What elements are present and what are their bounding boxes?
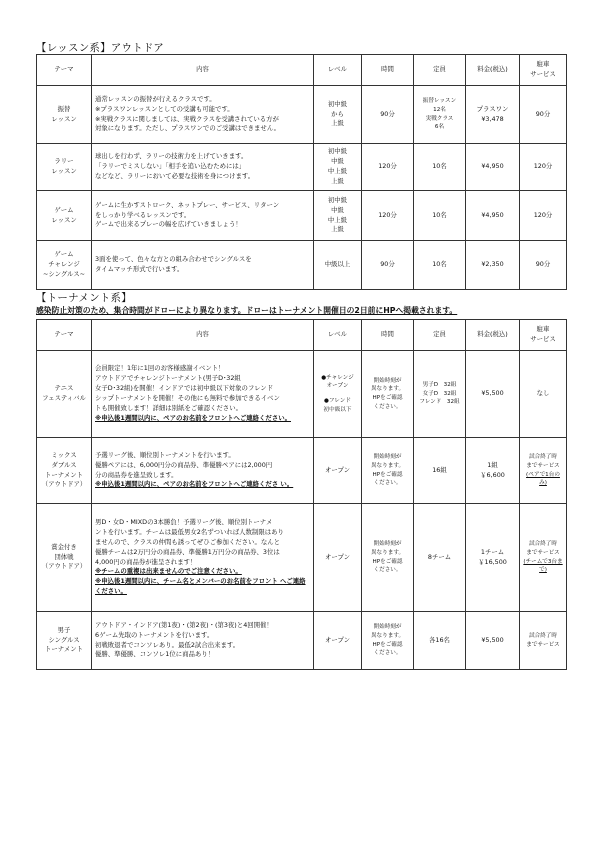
content-line: 球出しを行わず、ラリーの技術力を上げていきます。: [95, 152, 248, 161]
price-cell: [466, 86, 520, 144]
tournament-notice: 感染防止対策のため、集合時間がドローにより異なります。ドローはトーナメント開催日の2日前にHPへ掲載されます。: [36, 306, 458, 315]
parking-line: (チームで3台ま: [523, 558, 563, 565]
capacity-cell: 10名: [414, 241, 466, 290]
parking-cell: 90分: [520, 241, 567, 290]
theme-line: テニス: [54, 384, 74, 393]
tournament-header-row: [37, 320, 567, 351]
theme-line: レッスン: [51, 114, 77, 123]
price-line: ￥6,600: [480, 470, 505, 479]
content-line: 優勝、準優勝、コンソレ1位に商品あり！: [95, 650, 215, 659]
theme-line: 男子: [57, 625, 71, 634]
price-line: 1組: [487, 460, 498, 469]
capacity-line: 女子D 32組: [422, 390, 457, 397]
table-row: [37, 504, 567, 612]
content-line: ゲームに生かすストローク、ネットプレー、サービス、リターン: [95, 200, 280, 209]
content-cell: [92, 351, 314, 438]
table-row: [37, 612, 567, 670]
theme-line: トーナメント: [44, 645, 84, 654]
content-line: ントを行います。チームは最低男女2名ずついれば人数制限はあり: [95, 527, 284, 536]
header-content: 内容: [92, 320, 314, 351]
time-line: 異なります。: [370, 462, 405, 469]
content-line: をしっかり学べるレッスンです。: [95, 210, 191, 219]
theme-line: 賞金付き: [51, 542, 77, 551]
theme-line: レッスン: [51, 215, 77, 224]
content-line: 4,000円の商品券が進呈されます！: [95, 557, 197, 566]
price-line: プラスワン: [476, 104, 509, 113]
header-price: 料金(税込): [466, 55, 520, 86]
level-cell: 中級以上: [314, 241, 362, 290]
time-cell: 120分: [362, 144, 414, 191]
content-line: などなど、ラリーにおいて必要な技術を身につけます。: [95, 171, 255, 180]
time-line: 異なります。: [370, 386, 405, 393]
theme-line: ミックス: [51, 450, 77, 459]
price-cell: ¥5,500: [466, 612, 520, 670]
content-cell: [92, 504, 314, 612]
header-level: レベル: [314, 55, 362, 86]
content-line: 予選リーグ後、順位別トーナメントを行います。: [95, 450, 235, 459]
content-notice: ※申込後1週間以内に、ペアのお名前をフロントへご連絡ください。: [95, 413, 291, 422]
parking-line: 試合終了時: [529, 632, 557, 639]
level-line: 初中級: [327, 99, 348, 108]
theme-cell: [37, 241, 92, 290]
parking-cell: [520, 612, 567, 670]
level-line: ●チャレンジ: [321, 374, 354, 381]
time-line: HPをご確認: [372, 471, 403, 478]
content-cell: [92, 438, 314, 504]
theme-line: チャレンジ: [48, 260, 80, 269]
time-line: 異なります。: [370, 549, 405, 556]
table-row: [37, 438, 567, 504]
content-line: 「ラリーでミスしない」「相手を追い込むためには」: [95, 162, 246, 171]
theme-cell: [37, 144, 92, 191]
level-line: 中上級: [327, 167, 348, 175]
parking-line: までサービス: [526, 641, 560, 648]
capacity-cell: 10名: [414, 191, 466, 241]
time-line: 開始時刻が: [373, 377, 402, 384]
table-row: [37, 86, 567, 144]
time-cell: 90分: [362, 86, 414, 144]
capacity-line: 振替レッスン: [422, 98, 457, 105]
header-parking: 駐車 サービス: [520, 320, 567, 351]
level-line: 初中級: [327, 195, 348, 204]
content-line: 男D・女D・MIXDの3本勝負！予選リーグ後、順位別トーナメ: [95, 517, 273, 526]
parking-cell: [520, 438, 567, 504]
capacity-line: 実戦クラス: [425, 115, 454, 122]
parking-line: 試合終了時: [529, 541, 557, 548]
level-cell: オープン: [314, 504, 362, 612]
time-line: ください。: [373, 480, 402, 487]
table-row: [37, 144, 567, 191]
capacity-cell: [414, 86, 466, 144]
capacity-cell: [414, 351, 466, 438]
content-line: アウトドア・インドア(第1夜)・(第2夜)・(第3夜)と4回開催！: [95, 620, 273, 629]
capacity-line: 12名: [433, 106, 446, 113]
header-parking: 駐車 サービス: [520, 55, 567, 86]
header-capacity: 定員: [414, 55, 466, 86]
capacity-line: 男子D 32組: [422, 382, 457, 389]
level-line: 初中級以下: [323, 406, 352, 413]
time-line: 開始時刻が: [373, 454, 402, 461]
capacity-line: 6名: [434, 124, 445, 131]
theme-cell: [37, 612, 92, 670]
content-line: 初戦敗退者でコンソレあり。最低2試合出来ます。: [95, 640, 240, 649]
level-cell: [314, 144, 362, 191]
content-cell: [92, 612, 314, 670]
lesson-section-title: 【レッスン系】アウトドア: [36, 42, 164, 54]
header-time: 時間: [362, 320, 414, 351]
theme-line: 団体戦: [54, 552, 74, 561]
level-cell: [314, 86, 362, 144]
parking-cell: 90分: [520, 86, 567, 144]
content-line: 女子D･32組)を開催！インドアでは初中級以下対象のフレンド: [95, 384, 274, 393]
parking-line: までサービス: [526, 549, 560, 556]
time-cell: [362, 438, 414, 504]
capacity-line: フレンド 32組: [419, 399, 460, 406]
tournament-section-title: 【トーナメント系】: [36, 292, 132, 304]
time-line: 開始時刻が: [373, 624, 402, 631]
price-line: ¥3,478: [481, 114, 504, 123]
content-line: 優勝チームは2万円分の商品券、準優勝1万円分の商品券、3位は: [95, 547, 280, 556]
theme-line: レッスン: [51, 167, 77, 175]
content-line: ゲームで出来るプレーの幅を広げていきましょう！: [95, 220, 242, 229]
capacity-cell: 10名: [414, 144, 466, 191]
parking-line: 試合終了時: [529, 454, 557, 461]
theme-line: ラリー: [54, 157, 74, 166]
header-content: 内容: [92, 55, 314, 86]
theme-cell: [37, 351, 92, 438]
level-line: オープン: [326, 383, 349, 390]
content-line: ませんので、クラスの仲間も誘ってぜひご参加ください。なんと: [95, 537, 281, 546]
content-cell: [92, 144, 314, 191]
content-line: 優勝ペアには、6,000円分の商品券、準優勝ペアには2,000円: [95, 460, 273, 469]
time-cell: [362, 504, 414, 612]
content-line: 3面を使って、色々な方との組み合わせでシングルスを: [95, 255, 252, 264]
time-cell: 120分: [362, 191, 414, 241]
parking-cell: [520, 504, 567, 612]
content-cell: [92, 241, 314, 290]
time-line: 異なります。: [370, 632, 405, 639]
content-line: トも開催致します！詳細は別紙をご確認ください。: [95, 403, 242, 412]
content-line: 対象になります。ただし、プラスワンでのご受講はできません。: [95, 124, 281, 133]
time-line: ください。: [373, 650, 402, 657]
table-row: [37, 191, 567, 241]
header-theme: テーマ: [37, 55, 92, 86]
time-line: 開始時刻が: [373, 541, 402, 548]
tournament-table: [36, 319, 567, 670]
price-line: 1チーム: [480, 547, 505, 556]
theme-line: 振替: [57, 104, 71, 113]
content-line: シップトーナメントを開催！その他にも無料で参加できるイベン: [95, 394, 280, 402]
time-line: HPをご確認: [372, 558, 403, 565]
price-cell: ¥2,350: [466, 241, 520, 290]
level-line: 中級: [331, 205, 344, 214]
header-price: 料金(税込): [466, 320, 520, 351]
theme-line: （アウトドア）: [41, 480, 87, 489]
level-line: 上級: [331, 225, 344, 234]
parking-line: で): [539, 567, 547, 574]
content-line: 会員限定！1年に1回のお客様感謝イベント！: [95, 364, 225, 373]
content-line: アウトドアでチャレンジトーナメント(男子D･32組: [95, 374, 241, 383]
level-cell: オープン: [314, 438, 362, 504]
price-cell: ¥5,500: [466, 351, 520, 438]
theme-line: トーナメント: [44, 470, 84, 479]
theme-line: （アウトドア）: [41, 562, 87, 571]
content-line: ※実戦クラスに関しましては、実戦クラスを受講されている方が: [95, 114, 279, 123]
content-cell: [92, 86, 314, 144]
level-line: 上級: [331, 176, 344, 185]
time-cell: [362, 351, 414, 438]
content-line: 分の商品券を進呈致します。: [95, 470, 178, 479]
parking-cell: 120分: [520, 144, 567, 191]
content-line: タイムマッチ形式で行います。: [95, 265, 184, 273]
level-line: から: [331, 109, 344, 118]
header-level: レベル: [314, 320, 362, 351]
capacity-cell: 16組: [414, 438, 466, 504]
capacity-cell: 8チーム: [414, 504, 466, 612]
price-cell: ¥4,950: [466, 144, 520, 191]
theme-line: シングルス: [48, 635, 80, 644]
theme-cell: [37, 191, 92, 241]
price-line: ￥16,500: [478, 557, 507, 566]
level-line: ●フレンド: [324, 398, 351, 404]
theme-cell: [37, 86, 92, 144]
header-theme: テーマ: [37, 320, 92, 351]
content-line: 6ゲーム先取のトーナメントを行います。: [95, 630, 214, 639]
time-line: HPをご確認: [372, 395, 403, 401]
price-cell: [466, 438, 520, 504]
time-cell: 90分: [362, 241, 414, 290]
time-line: ください。: [373, 403, 402, 410]
price-cell: ¥4,950: [466, 191, 520, 241]
parking-line: までサービス: [526, 462, 560, 469]
theme-line: ~シングルス~: [43, 269, 85, 278]
level-line: 中上級: [327, 215, 348, 224]
theme-line: ゲーム: [54, 250, 74, 259]
theme-cell: [37, 504, 92, 612]
parking-line: (ペアで1台のみ): [526, 471, 560, 487]
header-capacity: 定員: [414, 320, 466, 351]
lesson-table: [36, 54, 567, 290]
theme-line: ゲーム: [54, 205, 74, 214]
capacity-cell: 各16名: [414, 612, 466, 670]
lesson-header-row: [37, 55, 567, 86]
content-line: 通常レッスンの振替が行えるクラスです。: [95, 94, 216, 103]
level-line: 上級: [331, 119, 344, 128]
content-notice: ※チームの重複は出来ませんのでご注意ください。: [95, 567, 242, 576]
theme-cell: [37, 438, 92, 504]
level-line: 中級: [331, 157, 344, 166]
level-cell: [314, 351, 362, 438]
parking-cell: 120分: [520, 191, 567, 241]
time-cell: [362, 612, 414, 670]
content-cell: [92, 191, 314, 241]
theme-line: フェスティバル: [42, 394, 86, 402]
table-row: [37, 241, 567, 290]
header-time: 時間: [362, 55, 414, 86]
time-line: HPをご確認: [372, 641, 403, 648]
content-notice: ※申込後1週間以内に、ペアのお名前をフロントへご連絡くださ い。: [95, 480, 294, 489]
parking-cell: なし: [520, 351, 567, 438]
theme-line: ダブルス: [51, 460, 77, 469]
content-line: ※プラスワンレッスンとしての受講も可能です。: [95, 104, 234, 113]
table-row: [37, 351, 567, 438]
price-cell: [466, 504, 520, 612]
level-cell: [314, 191, 362, 241]
level-cell: オープン: [314, 612, 362, 670]
time-line: ください。: [373, 567, 402, 574]
level-line: 初中級: [327, 147, 348, 156]
content-notice: ※申込後1週間以内に、チーム名とメンバーのお名前をフロント へご連絡ください。: [95, 577, 306, 596]
